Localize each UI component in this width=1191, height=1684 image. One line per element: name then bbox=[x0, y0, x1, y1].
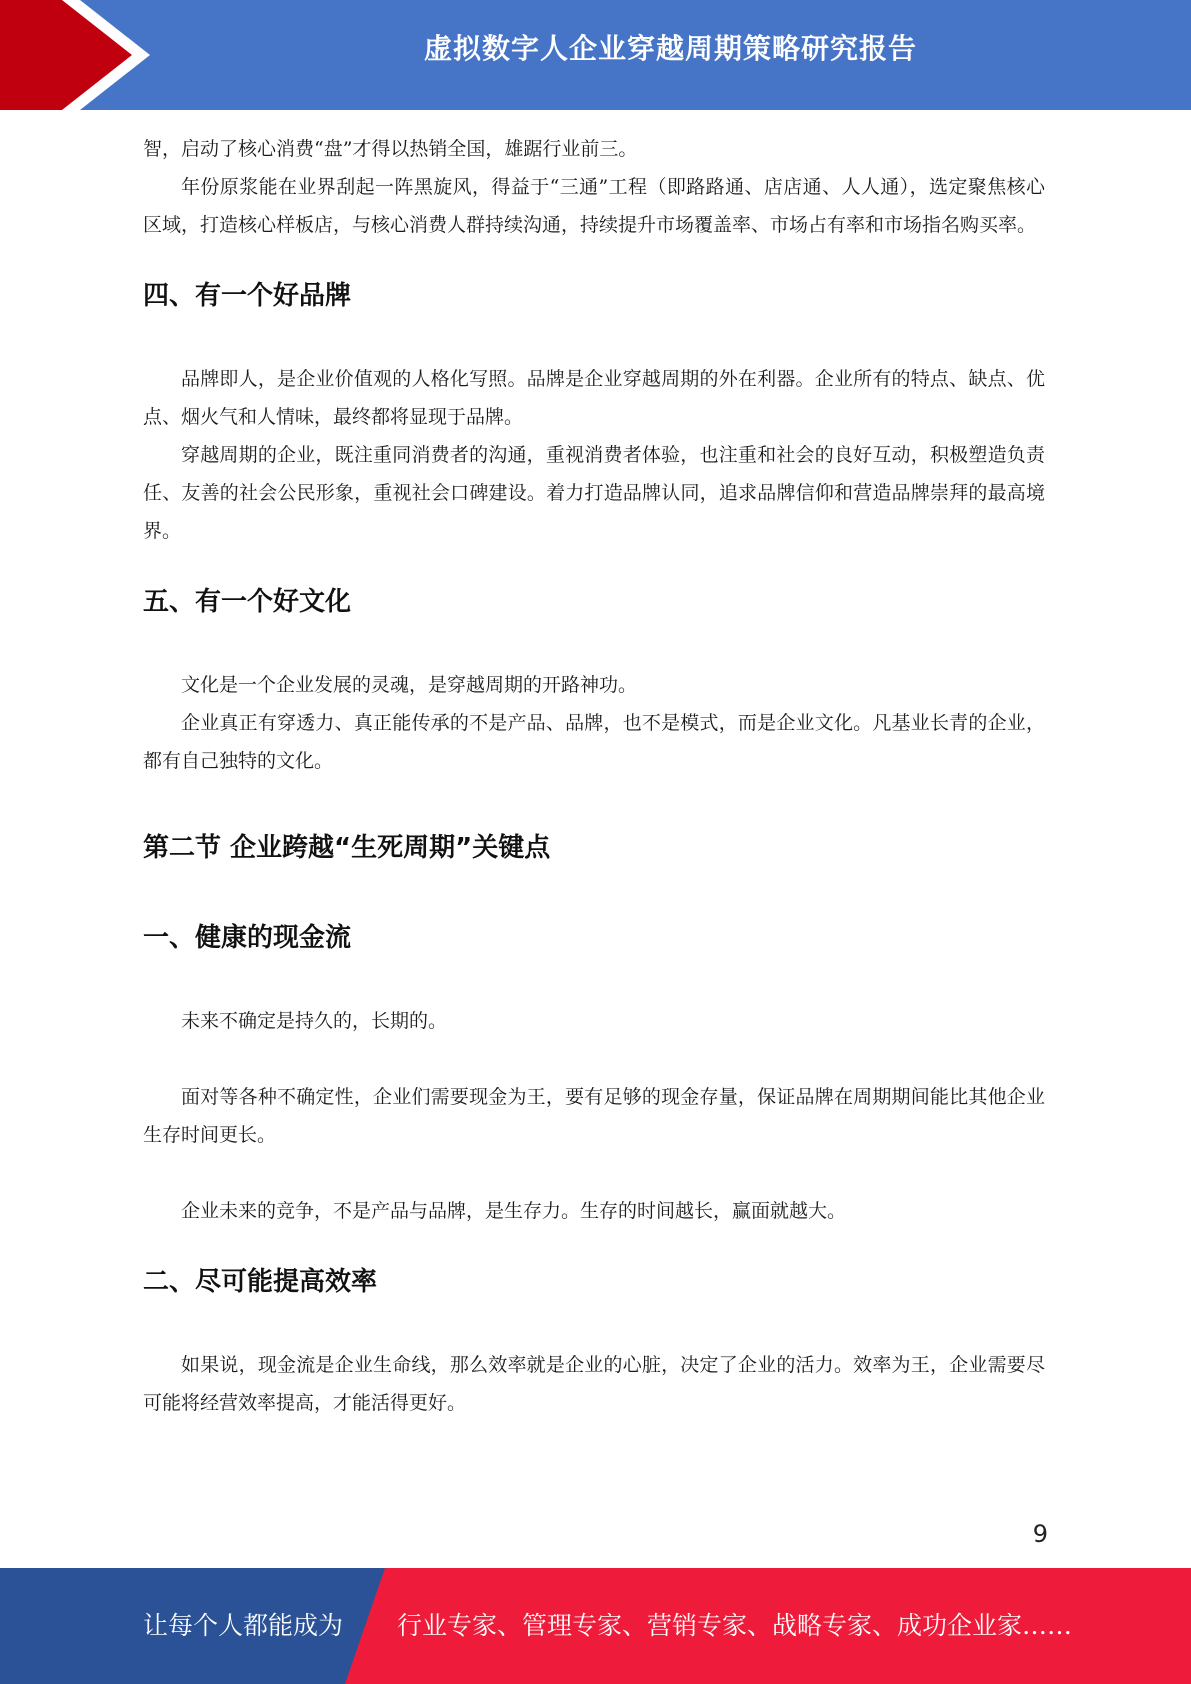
paragraph: 企业未来的竞争，不是产品与品牌，是生存力。生存的时间越长，赢面就越大。 bbox=[181, 1200, 847, 1222]
report-title: 虚拟数字人企业穿越周期策略研究报告 bbox=[423, 32, 917, 65]
header-banner bbox=[0, 0, 1191, 110]
page-content bbox=[143, 130, 1045, 1422]
heading-efficiency: 二、尽可能提高效率 bbox=[143, 1267, 378, 1297]
footer-slogan-right: 行业专家、管理专家、营销专家、战略专家、成功企业家…… bbox=[397, 1611, 1073, 1640]
chevron-arrow-icon bbox=[0, 0, 160, 110]
paragraph: 未来不确定是持久的，长期的。 bbox=[181, 1010, 448, 1032]
paragraph: 文化是一个企业发展的灵魂，是穿越周期的开路神功。 bbox=[181, 674, 638, 696]
paragraph: 品牌即人，是企业价值观的人格化写照。品牌是企业穿越周期的外在利器。企业所有的特点、缺点、优点、烟火气和人情味，最终都将显现于品牌。 bbox=[143, 368, 1045, 428]
footer-slogan-left: 让每个人都能成为 bbox=[143, 1611, 344, 1640]
heading-culture: 五、有一个好文化 bbox=[143, 587, 352, 617]
heading-brand: 四、有一个好品牌 bbox=[143, 281, 352, 311]
paragraph: 智，启动了核心消费“盘”才得以热销全国，雄踞行业前三。 bbox=[143, 138, 638, 160]
heading-section-2: 第二节 企业跨越“生死周期”关键点 bbox=[143, 833, 551, 863]
footer-banner bbox=[0, 1568, 1191, 1684]
page-number: 9 bbox=[1032, 1520, 1048, 1548]
paragraph: 面对等各种不确定性，企业们需要现金为王，要有足够的现金存量，保证品牌在周期期间能比其他企业生存时间更长。 bbox=[143, 1086, 1045, 1146]
paragraph: 企业真正有穿透力、真正能传承的不是产品、品牌，也不是模式，而是企业文化。凡基业长青的企业，都有自己独特的文化。 bbox=[143, 712, 1045, 772]
paragraph: 如果说，现金流是企业生命线，那么效率就是企业的心脏，决定了企业的活力。效率为王，企业需要尽可能将经营效率提高，才能活得更好。 bbox=[143, 1354, 1045, 1414]
heading-cash-flow: 一、健康的现金流 bbox=[143, 923, 352, 953]
paragraph: 年份原浆能在业界刮起一阵黑旋风，得益于“三通”工程（即路路通、店店通、人人通），选定聚焦核心区域，打造核心样板店，与核心消费人群持续沟通，持续提升市场覆盖率、市场占有率和市场指名购买率。 bbox=[143, 176, 1045, 236]
paragraph: 穿越周期的企业，既注重同消费者的沟通，重视消费者体验，也注重和社会的良好互动，积极塑造负责任、友善的社会公民形象，重视社会口碑建设。着力打造品牌认同，追求品牌信仰和营造品牌崇拜的最高境界。 bbox=[143, 444, 1045, 542]
